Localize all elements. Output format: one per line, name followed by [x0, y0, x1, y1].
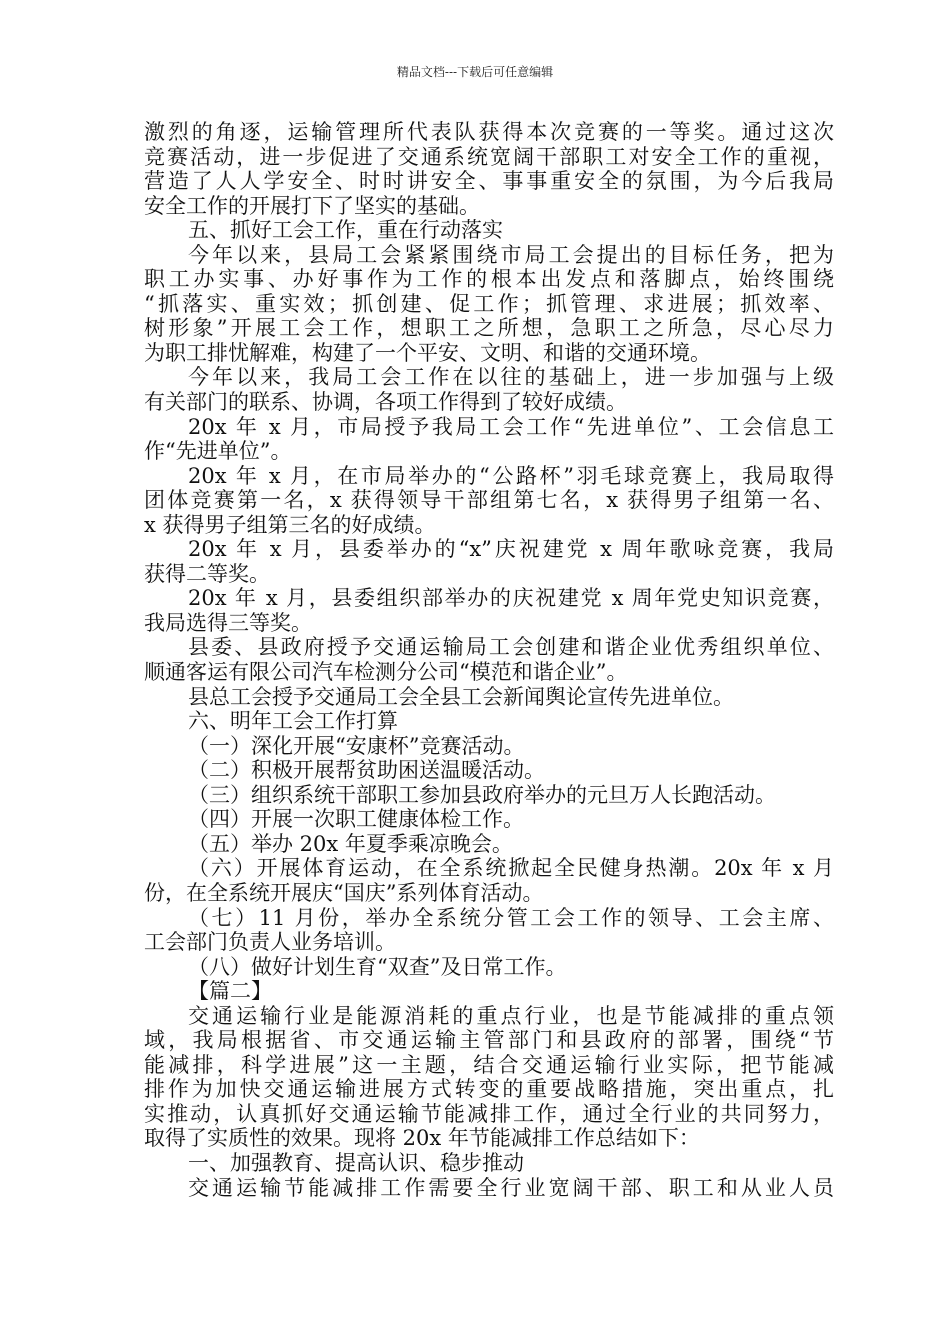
- text-line: 激烈的角逐，运输管理所代表队获得本次竞赛的一等奖。通过这次: [144, 120, 834, 144]
- text-line: 顺通客运有限公司汽车检测分公司“模范和谐企业”。: [144, 660, 628, 685]
- text-line: 交通运输节能减排工作需要全行业宽阔干部、职工和从业人员: [188, 1175, 834, 1200]
- text-line: 20x 年 x 月，市局授予我局工会工作“先进单位”、工会信息工: [188, 414, 834, 439]
- text-line: 今年以来，我局工会工作在以往的基础上，进一步加强与上级: [188, 365, 834, 390]
- text-line: 一、加强教育、提高认识、稳步推动: [188, 1150, 524, 1175]
- text-line: 20x 年 x 月，县委组织部举办的庆祝建党 x 周年党史知识竞赛，: [188, 586, 834, 611]
- text-line: 获得二等奖。: [144, 561, 270, 586]
- text-line: 有关部门的联系、协调，各项工作得到了较好成绩。: [144, 390, 627, 415]
- text-line: 为职工排忧解难，构建了一个平安、文明、和谐的交通环境。: [144, 340, 711, 365]
- text-line: 五、抓好工会工作，重在行动落实: [188, 218, 503, 243]
- text-line: （八）做好计划生育“双查”及日常工作。: [188, 954, 567, 979]
- text-line: 竞赛活动，进一步促进了交通系统宽阔干部职工对安全工作的重视，: [144, 144, 834, 169]
- text-line: 工会部门负责人业务培训。: [144, 930, 396, 955]
- text-line: 今年以来，县局工会紧紧围绕市局工会提出的目标任务，把为: [188, 242, 834, 267]
- text-line: 安全工作的开展打下了坚实的基础。: [144, 193, 480, 218]
- text-line: 取得了实质性的效果。现将 20x 年节能减排工作总结如下：: [144, 1126, 700, 1151]
- text-line: 20x 年 x 月，在市局举办的“公路杯”羽毛球竞赛上，我局取得: [188, 463, 834, 488]
- document-body: [144, 120, 834, 1200]
- text-line: 我局选得三等奖。: [144, 610, 312, 635]
- text-line: 【篇二】: [188, 979, 272, 1004]
- text-line: 职工办实事、办好事作为工作的根本出发点和落脚点，始终围绕: [144, 267, 834, 292]
- text-line: 排作为加快交通运输进展方式转变的重要战略措施，突出重点，扎: [144, 1077, 834, 1102]
- text-line: 县委、县政府授予交通运输局工会创建和谐企业优秀组织单位、: [188, 635, 834, 660]
- text-line: 六、明年工会工作打算: [188, 709, 398, 734]
- text-line: （六）开展体育运动，在全系统掀起全民健身热潮。20x 年 x 月: [188, 856, 834, 881]
- text-line: 份，在全系统开展庆“国庆”系列体育活动。: [144, 880, 544, 905]
- text-line: （三）组织系统干部职工参加县政府举办的元旦万人长跑活动。: [188, 782, 776, 807]
- text-line: x 获得男子组第三名的好成绩。: [144, 512, 436, 537]
- text-line: 域，我局根据省、市交通运输主管部门和县政府的部署，围绕“节: [144, 1028, 834, 1053]
- text-line: 能减排，科学进展”这一主题，结合交通运输行业实际，把节能减: [144, 1052, 834, 1077]
- page-header: 精品文档---下载后可任意编辑: [396, 65, 554, 79]
- text-line: 交通运输行业是能源消耗的重点行业，也是节能减排的重点领: [188, 1003, 834, 1028]
- text-line: 县总工会授予交通局工会全县工会新闻舆论宣传先进单位。: [188, 684, 734, 709]
- text-line: （四）开展一次职工健康体检工作。: [188, 807, 524, 832]
- text-line: 实推动，认真抓好交通运输节能减排工作，通过全行业的共同努力，: [144, 1101, 834, 1126]
- text-line: “抓落实、重实效；抓创建、促工作；抓管理、求进展；抓效率、: [144, 291, 834, 316]
- text-line: 团体竞赛第一名，x 获得领导干部组第七名，x 获得男子组第一名、: [144, 488, 834, 513]
- text-line: （二）积极开展帮贫助困送温暖活动。: [188, 758, 545, 783]
- text-line: （一）深化开展“安康杯”竞赛活动。: [188, 733, 525, 758]
- text-line: （七）11 月份，举办全系统分管工会工作的领导、工会主席、: [188, 905, 834, 930]
- text-line: 营造了人人学安全、时时讲安全、事事重安全的氛围，为今后我局: [144, 169, 834, 194]
- text-line: 20x 年 x 月，县委举办的“x”庆祝建党 x 周年歌咏竞赛，我局: [188, 537, 834, 562]
- text-line: 作“先进单位”。: [144, 439, 292, 464]
- text-line: （五）举办 20x 年夏季乘凉晚会。: [188, 831, 513, 856]
- text-line: 树形象”开展工会工作，想职工之所想，急职工之所急，尽心尽力: [144, 316, 834, 341]
